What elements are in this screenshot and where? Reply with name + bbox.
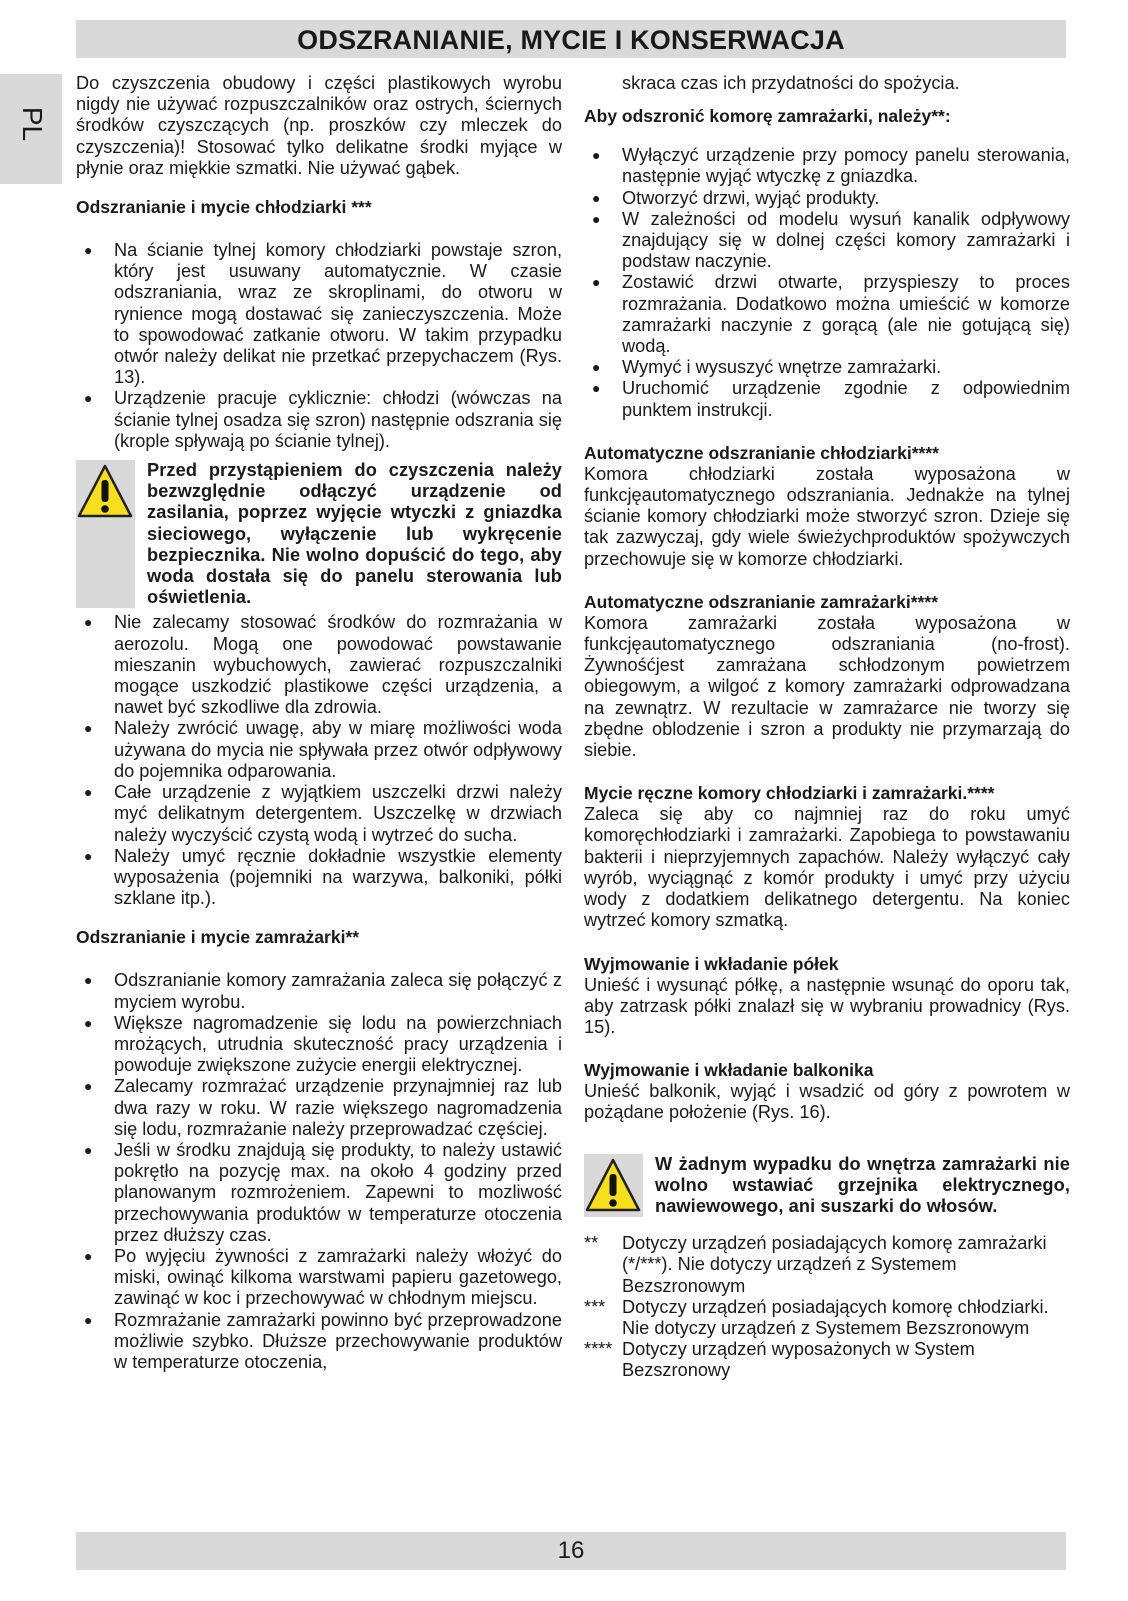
freezer-heading: Odszranianie i mycie zamrażarki** (76, 927, 360, 948)
auto-fridge-text: Komora chłodziarki została wyposażona w funkcjęautomatycznego odszraniania. Jednakże na tylnej ścianie komory chłodziarki może stworzyć szron. Dzieje się tak zazwyczaj, gdy wiele świeżychproduktów spożywczych przechowuje się w komorze chłodziarki. (584, 463, 1070, 569)
warning-icon (584, 1156, 642, 1216)
footnote-mark: ** (584, 1233, 599, 1254)
list-item: ● Większe nagromadzenie się lodu na powierzchniach mrożących, utrudnia skuteczność pracy urządzenia i powoduje zwiększone zużycie energii elektrycznej. (76, 1013, 562, 1077)
warning-notice (584, 1154, 1070, 1218)
list-item: ● W zależności od modelu wysuń kanalik odpływowy znajdujący się w dolnej części komory zamrażarki i podstaw naczynie. (584, 209, 1070, 273)
page-title-bar (76, 20, 1066, 58)
balcony-heading: Wyjmowanie i wkładanie balkonika (584, 1060, 874, 1081)
footnote (584, 1233, 1070, 1297)
continuation-text: skraca czas ich przydatności do spożycia. (622, 73, 960, 93)
auto-freezer-heading: Automatyczne odszranianie zamrażarki**** (584, 591, 939, 612)
list-item: ● Należy umyć ręcznie dokładnie wszystkie elementy wyposażenia (pojemniki na warzywa, balkoniki, półki szklane itp.). (76, 846, 562, 910)
intro-paragraph: Do czyszczenia obudowy i części plastikowych wyrobu nigdy nie używać rozpuszczalników oraz ostrych, ściernych środków czyszczących (np. proszków czy mleczek do czyszczenia)! Stosować tylko delikatne środki myjące w płynie oraz miękkie szmatki. Nie używać gąbek. (76, 73, 562, 178)
right-column (584, 73, 1070, 1382)
footnote-text: Dotyczy urządzeń posiadających komorę zamrażarki (*/***). Nie dotyczy urządzeń z Systemem Bezszronowym (622, 1233, 1047, 1296)
footnotes (584, 1233, 1070, 1381)
language-label: PL (17, 106, 48, 142)
footnote (584, 1339, 1070, 1381)
shelves-text: Unieść i wysunąć półkę, a następnie wsunąć do oporu tak, aby zatrzask półki znalazł się w wybraniu prowadnicy (Rys. 15). (584, 974, 1070, 1037)
auto-freezer-text: Komora zamrażarki została wyposażona w funkcjęautomatycznego odszraniania (no-frost). Żywnośćjest zamrażana schłodzonym powietrzem obiegowym, a wilgoć z komory zamrażarki odprowadzana na zewnątrz. W rezultacie w zamrażarce nie tworzy się zbędne oblodzenie i szron a produkty nie przymarzają do siebie. (584, 612, 1070, 761)
language-tab (0, 74, 62, 184)
balcony-text: Unieść balkonik, wyjąć i wsadzić od góry z powrotem w pożądane położenie (Rys. 16). (584, 1081, 1070, 1123)
auto-fridge-heading: Automatyczne odszranianie chłodziarki**** (584, 442, 939, 463)
warning-icon (76, 462, 134, 522)
warning-box (76, 460, 135, 608)
footnote-mark: **** (584, 1339, 613, 1360)
list-item: ● Rozmrażanie zamrażarki powinno być przeprowadzone możliwie szybko. Dłuższe przechowywanie produktów w temperaturze otoczenia, (76, 1310, 562, 1374)
list-item: ● Zalecamy rozmrażać urządzenie przynajmniej raz lub dwa razy w roku. W razie większego nagromadzenia się lodu, rozmrażanie należy przeprowadzać częściej. (76, 1076, 562, 1140)
list-item: ● Otworzyć drzwi, wyjąć produkty. (584, 188, 1070, 209)
page-footer (76, 1532, 1066, 1570)
warning-notice (76, 460, 562, 608)
manual-wash-heading: Mycie ręczne komory chłodziarki i zamrażarki.**** (584, 783, 995, 804)
footnote-text: Dotyczy urządzeń wyposażonych w System Bezszronowy (622, 1339, 975, 1381)
list-item: ● Nie zalecamy stosować środków do rozmrażania w aerozolu. Mogą one powodować powstawanie mieszanin wybuchowych, zawierać rozpuszczalniki mogące uszkodzić plastikowe części urządzenia, a nawet być szkodliwe dla zdrowia. (76, 612, 562, 718)
list-item: ● Zostawić drzwi otwarte, przyspieszy to proces rozmrażania. Dodatkowo można umieścić w komorze zamrażarki naczynie z gorącą (ale nie gotującą się) wodą. (584, 272, 1070, 357)
list-item: ● Odszranianie komory zamrażania zaleca się połączyć z myciem wyrobu. (76, 970, 562, 1012)
manual-wash-text: Zaleca się aby co najmniej raz do roku umyć komoręchłodziarki i zamrażarki. Zapobiega to powstawaniu bakterii i nieprzyjemnych zapachów. Należy wyłączyć cały wyrób, wyciągnąć z komór produkty i umyć przy użyciu wody z dodatkiem delikatnego detergentu. Na koniec wytrzeć komory szmatką. (584, 804, 1070, 931)
warning-text: Przed przystąpieniem do czyszczenia należy bezwzględnie odłączyć urządzenie od zasilania, poprzez wyjęcie wtyczki z gniazdka sieciowego, wyłączenie lub wykręcenie bezpiecznika. Nie wolno dopuścić do tego, aby woda dostała się do panelu sterowania lub oświetlenia. (147, 460, 562, 608)
list-item: ● Po wyjęciu żywności z zamrażarki należy włożyć do miski, owinąć kilkoma warstwami papieru gazetowego, zawinąć w koc i przechowywać w chłodnym miejscu. (76, 1246, 562, 1310)
list-item: ● Jeśli w środku znajdują się produkty, to należy ustawić pokrętło na pozycję max. na około 4 godziny przed planowanym rozmrożeniem. Zapewni to mozliwość przechowywania produktów w temperaturze otoczenia przez dłuższy czas. (76, 1140, 562, 1246)
list-item: ● Całe urządzenie z wyjątkiem uszczelki drzwi należy myć delikatnym detergentem. Uszczelkę w drzwiach należy wyczyścić czystą wodą i wytrzeć do sucha. (76, 782, 562, 846)
footnote-text: Dotyczy urządzeń posiadających komorę chłodziarki. Nie dotyczy urządzeń z Systemem Bezszronowym (622, 1296, 1049, 1338)
footnote (584, 1297, 1070, 1339)
list-item: ● Uruchomić urządzenie zgodnie z odpowiednim punktem instrukcji. (584, 378, 1070, 420)
fridge-list (76, 240, 562, 452)
list-item: ● Urządzenie pracuje cyklicznie: chłodzi (wówczas na ścianie tylnej osadza się szron) następnie odszrania się (krople spływają po ścianie tylnej). (76, 388, 562, 452)
defrost-list (584, 145, 1070, 421)
warning-box (584, 1154, 643, 1218)
page-number: 16 (557, 1537, 585, 1564)
list-item: ● Wyłączyć urządzenie przy pomocy panelu sterowania, następnie wyjąć wtyczkę z gniazdka. (584, 145, 1070, 187)
general-list (76, 612, 562, 909)
warning-text: W żadnym wypadku do wnętrza zamrażarki nie wolno wstawiać grzejnika elektrycznego, nawiewowego, ani suszarki do włosów. (655, 1153, 1070, 1216)
shelves-heading: Wyjmowanie i wkładanie półek (584, 953, 839, 974)
list-item: ● Na ścianie tylnej komory chłodziarki powstaje szron, który jest usuwany automatycznie. W czasie odszraniania, wraz ze skroplinami, do otworu w rynience mogą dostawać się zanieczyszczenia. Może to spowodować zatkanie otworu. W takim przypadku otwór należy delikat nie przetkać przepychaczem (Rys. 13). (76, 240, 562, 388)
defrost-heading: Aby odszronić komorę zamrażarki, należy**: (584, 106, 951, 127)
fridge-heading: Odszranianie i mycie chłodziarki *** (76, 197, 372, 218)
left-column (76, 73, 562, 1373)
list-item: ● Wymyć i wysuszyć wnętrze zamrażarki. (584, 357, 1070, 378)
page-title: ODSZRANIANIE, MYCIE I KONSERWACJA (297, 25, 845, 55)
footnote-mark: *** (584, 1296, 606, 1317)
freezer-list (76, 970, 562, 1373)
list-item: ● Należy zwrócić uwagę, aby w miarę możliwości woda używana do mycia nie spływała przez otwór odpływowy do pojemnika odparowania. (76, 718, 562, 782)
